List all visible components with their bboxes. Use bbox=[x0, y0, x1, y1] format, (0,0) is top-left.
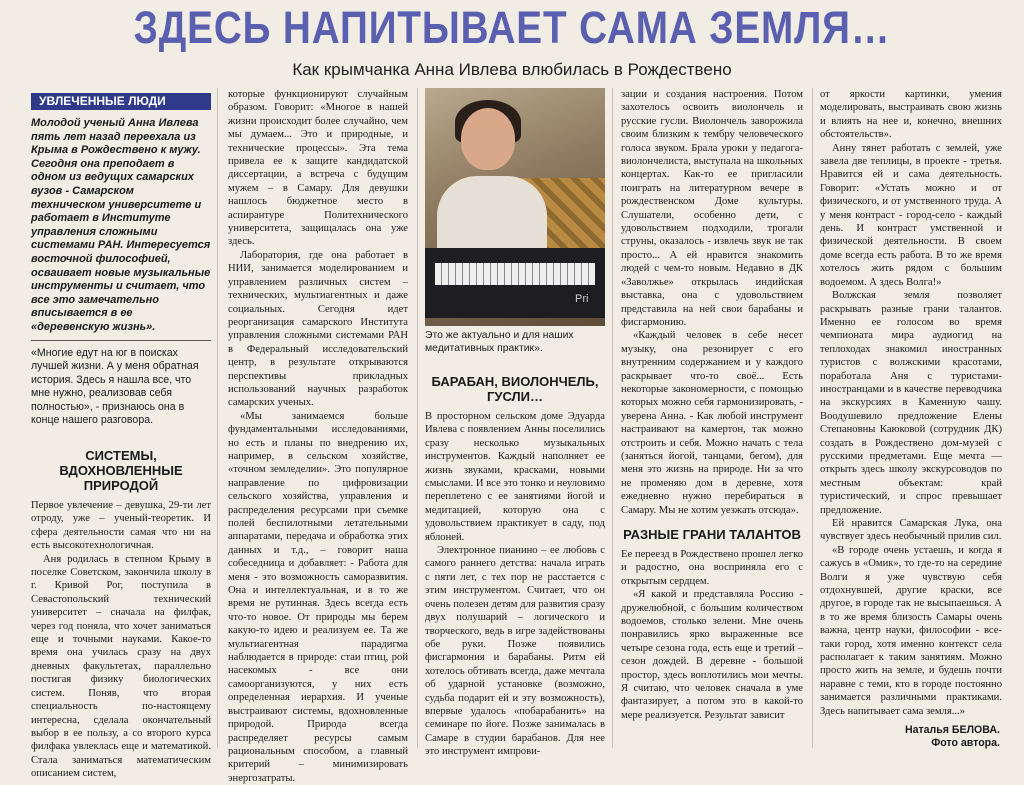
article-paragraph: В просторном сельском доме Эдуарда Ивлева с появлением Анны поселились сразу несколько музыкальных инструментов. Каждый наполняет ее жизнь звуками, красками, новыми смыслами. И все это тонко и неуловимо переплетено с ее занятиями йогой и медитацией, которую она с удовольствием практикует в саду, под яблоней. bbox=[425, 411, 605, 543]
author-photo bbox=[425, 88, 605, 326]
column-divider bbox=[217, 88, 218, 748]
article-column-1 bbox=[31, 448, 211, 780]
author-name: Наталья БЕЛОВА. bbox=[904, 724, 1000, 736]
article-paragraph: «Я какой и представляла Россию - дружелюбной, с большим количеством водоемов, столько зелени. Мне очень понравились ярко выраженные все четыре сезона года, есть еще и третий – сезон дождей. В деревне - большой простор, здесь воплотились мои мечты. Я считаю, что человек сначала в уме фантазирует, а потом это в какой-то мере реализуется. Результат зависит bbox=[621, 589, 803, 721]
article-paragraph: которые функционируют случайным образом. Говорит: «Многое в нашей жизни происходит более случайно, чем мы думаем... Это и природные, и технические процессы». Эта тема привела ее к защите кандидатской диссертации, а встреча с будущим мужем – в Самару. Для девушки нашлось бюджетное место в аспирантуре Политехнического университета, защищалась она уже здесь. bbox=[228, 89, 408, 248]
article-column-4 bbox=[621, 88, 803, 748]
section-heading: БАРАБАН, ВИОЛОНЧЕЛЬ, ГУСЛИ… bbox=[431, 374, 599, 404]
article-paragraph: Ей нравится Самарская Лука, она чувствует здесь необычный прилив сил. bbox=[820, 518, 1002, 543]
lead-paragraph: Молодой ученый Анна Ивлева пять лет назад переехала из Крыма в Рождествено к мужу. Сегодня она преподает в одном из ведущих самарских вузов - Самарском техническом университете и работает в Институте управления сложными системами РАН. Интересуется восточной философией, осваивает новые музыкальные инструменты и считает, что все это замечательно вписывается в ее «деревенскую жизнь». bbox=[31, 117, 211, 333]
section-heading: СИСТЕМЫ, ВДОХНОВЛЕННЫЕ ПРИРОДОЙ bbox=[59, 448, 183, 493]
section-heading: РАЗНЫЕ ГРАНИ ТАЛАНТОВ bbox=[623, 527, 801, 542]
article-paragraph: Аня родилась в степном Крыму в поселке Советском, закончила школу в г. Кривой Рог, поступила в Севастопольский технический университет – сначала на филфак, через год поняла, что хочет заниматься еще и точными науками. Какое-то время она училась сразу на двух дневных факультетах, параллельно постигая физику биологических систем. Поняв, что вторая специальность по-настоящему интересна, сделала окончательный выбор в ее пользу, а со второго курса филфака увлеклась еще и математикой. Стала заниматься математическим описанием систем, bbox=[31, 553, 211, 780]
article-paragraph: «Мы занимаемся больше фундаментальными исследованиями, но есть и планы по внедрению их, например, в сельском хозяйстве, «точном земледелии». Это популярное направление по цифровизации сельского хозяйства, управления и распределения ресурсами при съемке полей беспилотными летательными аппаратами, передача и обработка этих данных и т.д., – говорит наша собеседница и добавляет: - Работа для меня - это возможность саморазвития. Она и интеллектуальная, и в то же время не рутинная. Здесь всегда есть что-то новое. От природы мы берем какую-то идею и реализуем ее. Та же мультиагентная парадигма наблюдается в природе: стаи птиц, рой насекомых - все они самоорганизуются, у них есть определенная иерархия. И ученые выстраивают системы, вдохновленные природой. Природа всегда распределяет ресурсы самым рациональным способом, а главный критерий – минимизировать энергозатраты. bbox=[228, 410, 408, 784]
subheadline: Как крымчанка Анна Ивлева влюбилась в Рождествено bbox=[292, 60, 732, 79]
column-divider bbox=[417, 88, 418, 748]
article-paragraph: «В городе очень устаешь, и когда я сажусь в «Омик», то где-то на середине Волги я уже чувствую себя отдохнувшей, другие краски, все другое, в городе так не высыпаешься. А в то же время близость Самары очень важна, центр науки, философии - все-таки город, хотя именно контекст села располагает к таким занятиям. Можно просто жить на земле, и будешь почти наравне с теми, кто в городе постоянно занимается различными практиками. Здесь напитывает сама земля...» bbox=[820, 544, 1002, 717]
photo-brand: Pri bbox=[575, 293, 589, 305]
column-divider bbox=[812, 88, 813, 748]
byline bbox=[810, 724, 1000, 750]
article-paragraph: Первое увлечение – девушка, 29-ти лет отроду, уже – ученый-теоретик. И сфера деятельности самая что ни на есть высокотехнологичная. bbox=[31, 500, 211, 552]
article-paragraph: Анну тянет работать с землей, уже завела две теплицы, в проекте - третья. Нравится ей и сама деятельность. Говорит: «Устать можно и от физического, и от умственного труда. А у меня контраст - город-село - каждый день. И контраст умственной и физической деятельности. В своем доме всегда есть работа. В то же время хотелось жить рядом с большим водоемом. А здесь Волга!» bbox=[820, 142, 1002, 288]
article-paragraph: Волжская земля позволяет раскрывать разные грани талантов. Именно ее голосом во время чемпионата мира аудиогид на теплоходах знакомил иностранных туристов с волжскими красотами, поработала Аня с туристами-иностранцами и в качестве переводчика на экскурсиях в Каменную чашу. Воодушевило предложение Елены Степановны Каюковой (сотрудник ДК) создать в Рождествено дом-музей с русскими предметами. Еще мечта — открыть здесь школу экскурсоводов по местным объектам: край туристический, и спрос превышает предложение. bbox=[820, 290, 1002, 516]
article-paragraph: Электронное пианино – ее любовь с самого раннего детства: начала играть с пяти лет, с тех пор не расстается с этим инструментом. Считает, что он очень полезен детям для развития сразу двух полушарий – логического и творческого, ведь в игре задействованы обе руки. Позже появились фисгармония и барабаны. Ритм ей хотелось обтивать всегда, даже мечтала об ударной установке (возможно, судьба подарит ей и эту возможность), впервые удалось «побарабанить» на семинаре по йоге. Позже занималась в Самаре в студии барабанов. Для нее это инструмент импрови- bbox=[425, 545, 605, 758]
article-paragraph: Лаборатория, где она работает в НИИ, занимается моделированием и управлением различных систем – технических, мультиагентных и даже социальных. Сегодня идет реорганизация самарского Института управления сложными системами РАН в Федеральный исследовательский центр, в результате открываются перспективы прикладных использований научных разработок самарских ученых. bbox=[228, 249, 408, 409]
photo-credit: Фото автора. bbox=[931, 737, 1000, 749]
article-paragraph: от яркости картинки, умения моделировать, выстраивать свою жизнь и влиять на нее и, конечно, внешних обстоятельств». bbox=[820, 89, 1002, 141]
headline: ЗДЕСЬ НАПИТЫВАЕТ САМА ЗЕМЛЯ… bbox=[133, 2, 891, 53]
article-column-2 bbox=[228, 88, 408, 784]
article-column-5 bbox=[820, 88, 1002, 720]
column-divider bbox=[612, 88, 613, 748]
photo-caption: Это же актуально и для наших медитативных практик». bbox=[425, 330, 574, 354]
rubric-label: УВЛЕЧЕННЫЕ ЛЮДИ bbox=[31, 93, 211, 110]
article-paragraph: зации и создания настроения. Потом захотелось освоить виолончель и русские гусли. Виолончель заворожила своим близким к тембру человеческого голоса звуком. Брала уроки у педагога-виолончелиста, выступала на школьных концертах. Как-то ее пригласили поиграть на литературном вечере в рождественском Доме культуры. Слушатели, особенно дети, с удовольствием подходили, трогали струны, оказалось - извлечь звук не так просто... А ей нравится знакомить людей с чем-то новым. Недавно в ДК «Заволжье» открылась индийская выставка, она с удовольствием представила на ней свои барабаны и фисгармонию. bbox=[621, 89, 803, 328]
article-column-3 bbox=[425, 374, 605, 758]
pull-quote: «Многие едут на юг в поисках лучшей жизни. А у меня обратная история. Здесь я нашла все, что мне нужно, реализовав себя полностью», - признаюсь она в конце нашего разговора. bbox=[31, 340, 211, 447]
article-paragraph: Ее переезд в Рождествено прошел легко и радостно, она восприняла его с открытым сердцем. bbox=[621, 549, 803, 587]
article-paragraph: «Каждый человек в себе несет музыку, она резонирует с его внутренним содержанием и у каждого раскрывает что-то своё... Есть некоторые закономерности, с помощью которых можно себя гармонизировать, - уверена Анна. - Как любой инструмент настраивают на камертон, так можно отстроить и себя. Можно начать с тела (заняться йогой, танцами, бегом), для меня это жизнь на природе. Ни за что не променяю дом в деревне, хотя ежедневно нужно перебираться в Самару. Мы не хотим уезжать отсюда». bbox=[621, 330, 803, 516]
